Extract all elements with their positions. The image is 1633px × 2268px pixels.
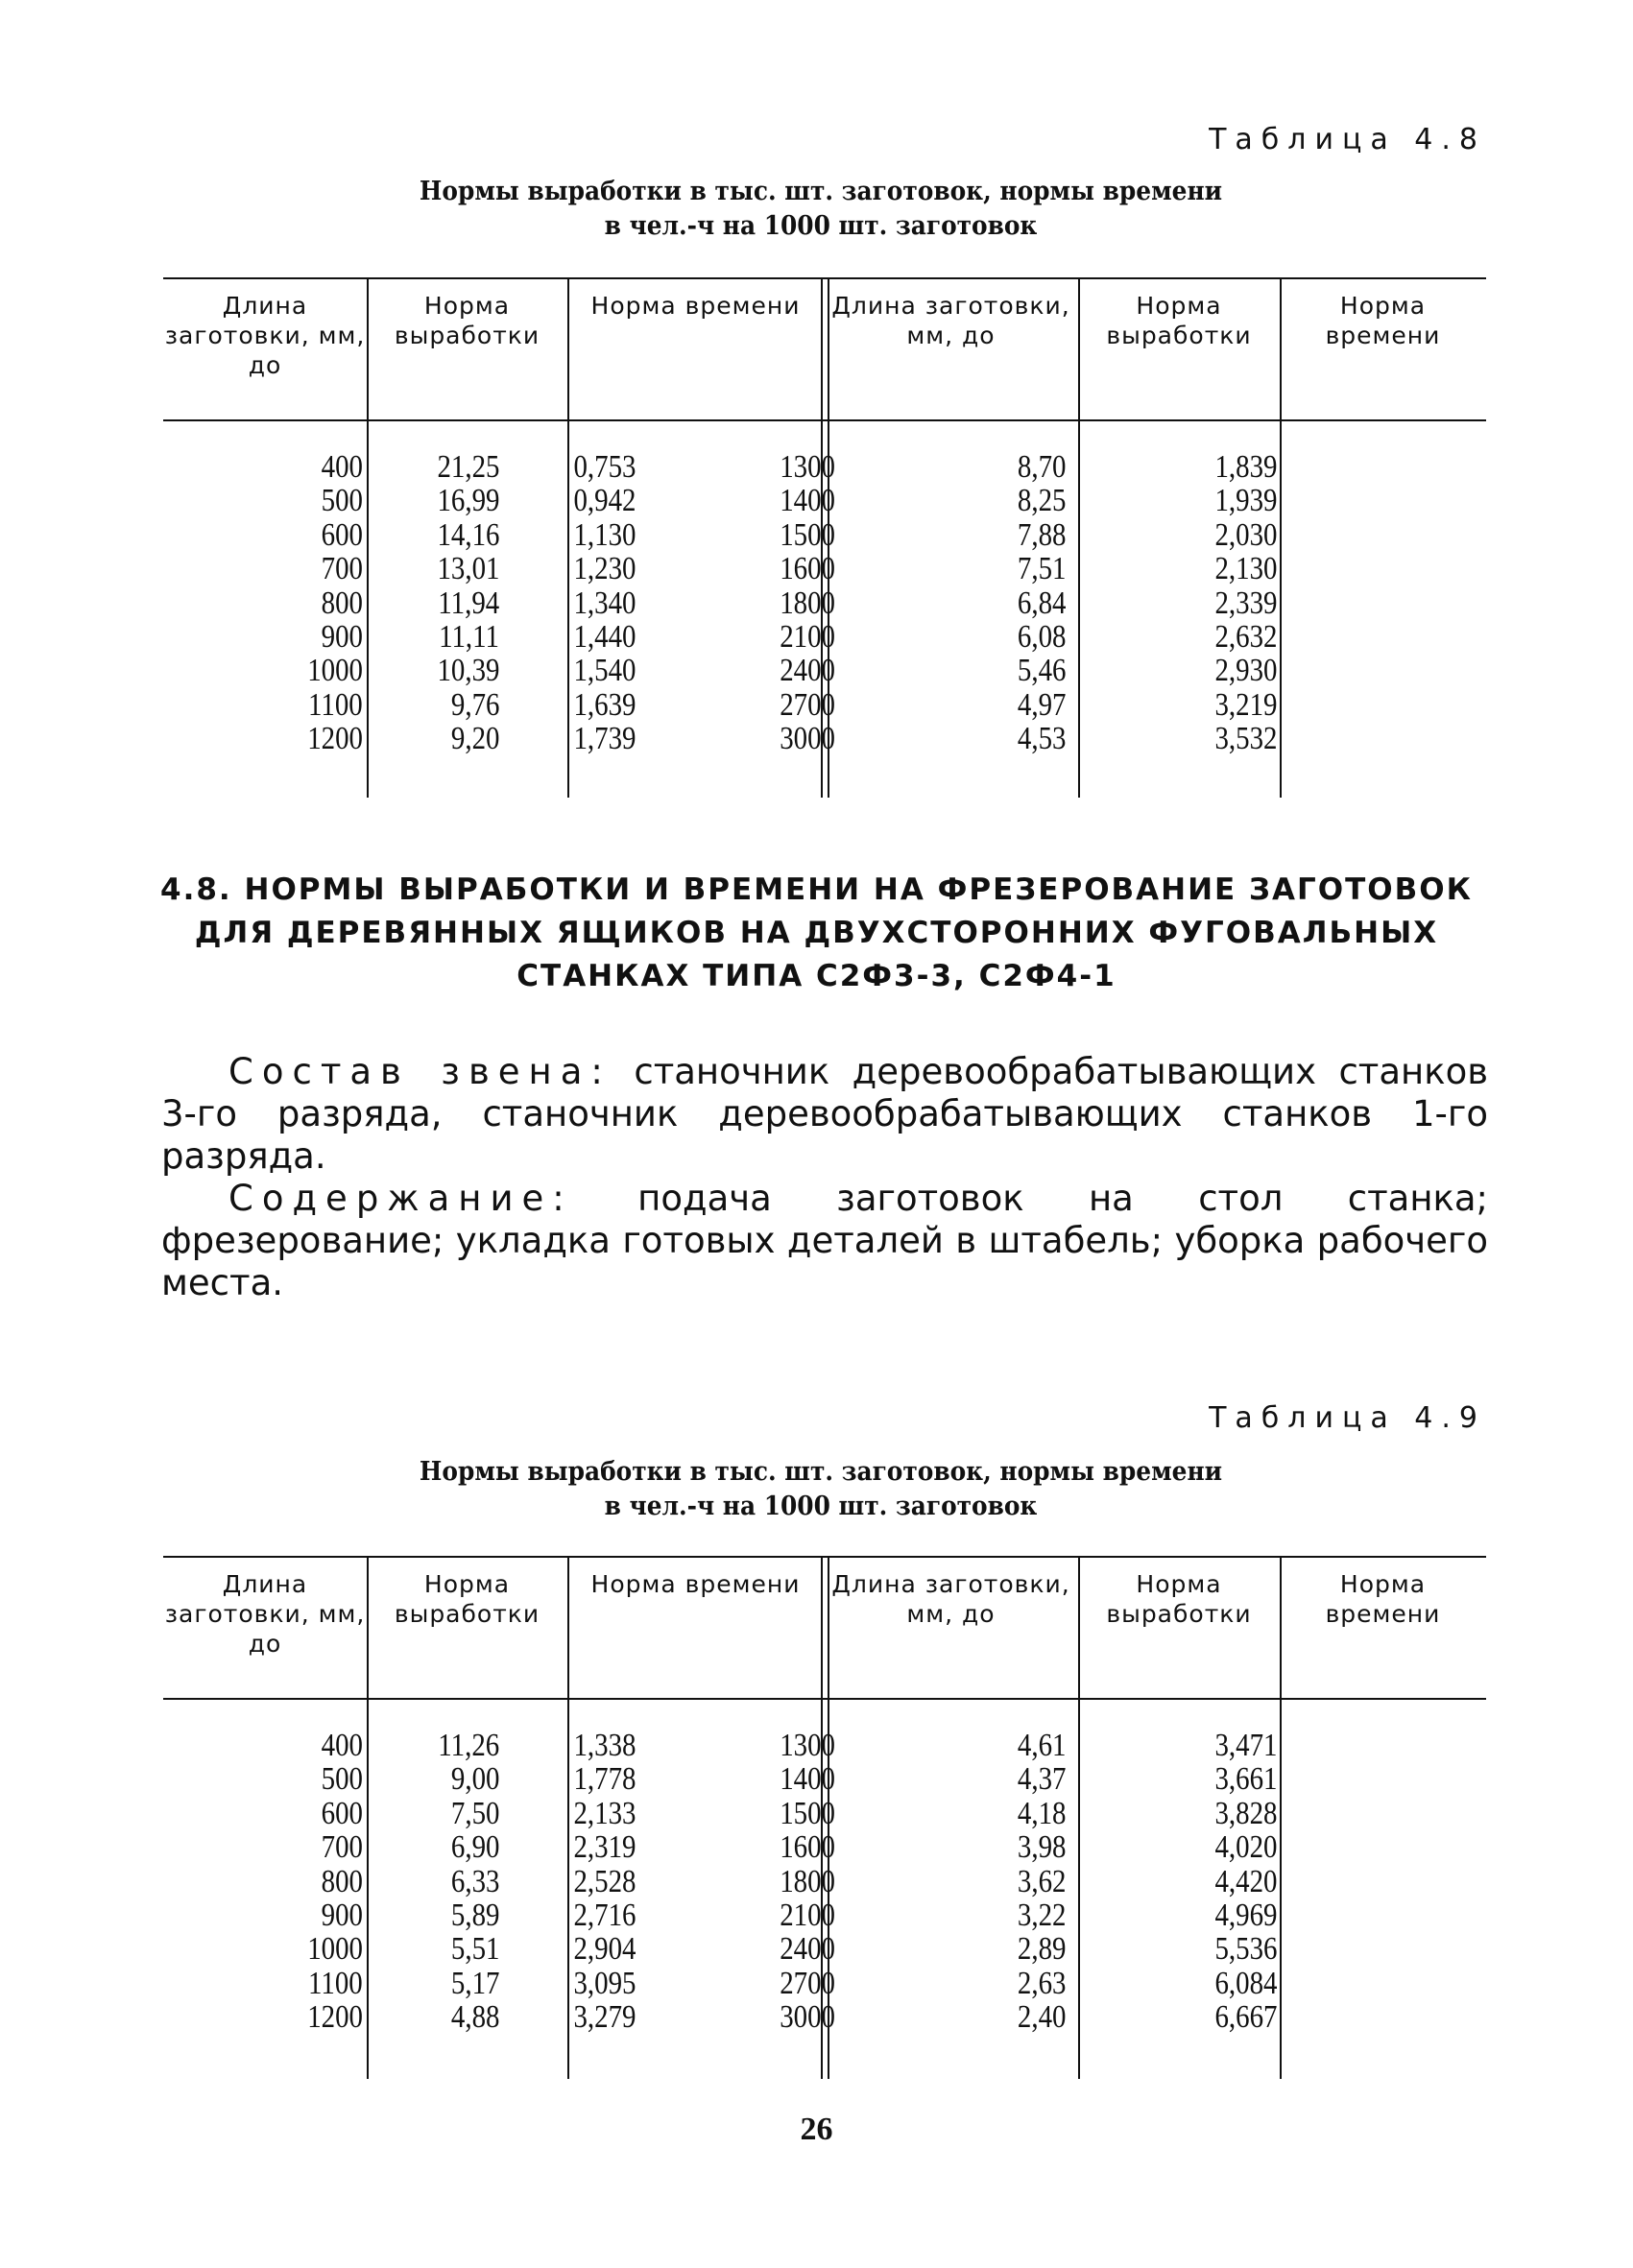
table-cell: 2100 [780,619,835,655]
table-cell: 16,99 [436,483,499,519]
table-cell: 9,00 [450,1761,499,1798]
column-header: Длина заготовки, мм, до [164,1570,366,1658]
table-cell: 3,22 [1017,1898,1066,1933]
table-cell: 6,08 [1017,619,1066,655]
table-cell: 2,632 [1213,619,1277,655]
table-cell: 4,18 [1017,1795,1066,1831]
table-cell: 3,471 [1213,1728,1277,1763]
table-cell: 4,97 [1017,686,1066,723]
column-divider [1078,277,1080,798]
table-cell: 1000 [307,653,363,689]
table-cell: 3,661 [1213,1761,1277,1798]
table-cell: 1800 [780,1863,835,1899]
content-paragraph [161,1178,1488,1304]
column-header: Норма выработки [1106,292,1252,349]
table-title-line: Нормы выработки в тыс. шт. заготовок, нормы времени [419,177,1223,206]
heading-line: СТАНКАХ ТИПА С2Ф3-3, С2Ф4-1 [516,959,1117,993]
table-cell: 400 [321,449,363,485]
table-cell: 800 [321,1863,363,1899]
table-title [65,1455,1575,1524]
page-number: 26 [800,2112,833,2147]
table-cell: 1600 [780,1829,835,1866]
table-cell: 3,828 [1213,1795,1277,1831]
table-cell: 600 [321,516,363,553]
table-cell: 6,084 [1213,1965,1277,2001]
table-cell: 2,89 [1017,1931,1066,1968]
table-cell: 1,839 [1213,449,1277,485]
column-header: Норма времени [1325,1570,1441,1628]
column-divider [1280,1556,1282,2079]
table-cell: 800 [321,585,363,621]
table-cell: 1100 [308,686,363,723]
table-cell: 1,639 [572,686,636,723]
table-cell: 2,319 [572,1829,636,1866]
table-cell: 7,50 [450,1795,499,1831]
table-cell: 1800 [780,585,835,621]
table-cell: 13,01 [436,551,499,587]
table-cell: 3,62 [1017,1863,1066,1899]
column-header: Норма выработки [394,1570,540,1628]
table-cell: 1,338 [572,1728,636,1763]
table-cell: 1300 [780,1728,835,1763]
table-cell: 1400 [780,483,835,519]
table-cell: 1,778 [572,1761,636,1798]
table-4-9 [163,1556,1486,2079]
table-cell: 2,133 [572,1795,636,1831]
table-cell: 2,930 [1213,653,1277,689]
table-cell: 14,16 [436,516,499,553]
table-cell: 2,528 [572,1863,636,1899]
table-title [65,175,1575,244]
table-cell: 1200 [307,1999,363,2036]
column-header: Длина заготовки, мм, до [831,292,1070,349]
table-cell: 1500 [780,1795,835,1831]
table-top-rule [163,1556,1486,1558]
table-cell: 11,94 [438,585,499,621]
table-title-line: Нормы выработки в тыс. шт. заготовок, нормы времени [419,1457,1223,1487]
table-cell: 3000 [780,1999,835,2036]
table-cell: 1,230 [572,551,636,587]
table-cell: 5,536 [1213,1931,1277,1968]
table-cell: 4,88 [450,1999,499,2036]
column-header: Норма времени [590,1570,801,1598]
table-cell: 0,942 [572,483,636,519]
column-header: Норма времени [590,292,801,320]
table-cell: 2400 [780,1931,835,1968]
column-header: Норма выработки [394,292,540,349]
table-cell: 3,98 [1017,1829,1066,1866]
table-cell: 500 [321,483,363,519]
header-bottom-rule [163,1698,1486,1700]
table-cell: 3,219 [1213,686,1277,723]
table-cell: 8,25 [1017,483,1066,519]
table-cell: 5,17 [450,1965,499,2001]
crew-label: Состав звена: [228,1051,612,1092]
column-divider [1280,277,1282,798]
table-cell: 7,51 [1017,551,1066,587]
content-text: подача заготовок на стол станка; фрезерование; укладка готовых деталей в штабель; уборка рабочего места. [161,1178,1488,1303]
table-cell: 4,61 [1017,1728,1066,1763]
table-label: Таблица 4.9 [1209,1401,1486,1435]
table-cell: 2100 [780,1898,835,1933]
section-heading [0,869,1633,998]
table-cell: 1,739 [572,721,636,757]
table-cell: 1,130 [572,516,636,553]
column-divider [567,1556,569,2079]
table-cell: 7,88 [1017,516,1066,553]
table-cell: 1100 [308,1965,363,2001]
table-cell: 2,716 [572,1898,636,1933]
column-divider [367,1556,369,2079]
table-cell: 3000 [780,721,835,757]
table-cell: 3,532 [1213,721,1277,757]
column-divider [1078,1556,1080,2079]
table-cell: 9,20 [450,721,499,757]
table-cell: 4,020 [1213,1829,1277,1866]
table-label: Таблица 4.8 [1209,123,1486,156]
table-cell: 3,279 [572,1999,636,2036]
table-cell: 1400 [780,1761,835,1798]
table-cell: 2,63 [1017,1965,1066,2001]
table-cell: 2,030 [1213,516,1277,553]
table-cell: 2700 [780,686,835,723]
table-cell: 1600 [780,551,835,587]
table-title-line: в чел.-ч на 1000 шт. заготовок [604,1492,1038,1521]
heading-line: ДЛЯ ДЕРЕВЯННЫХ ЯЩИКОВ НА ДВУХСТОРОННИХ ФУГОВАЛЬНЫХ [194,916,1439,950]
content-label: Содержание: [228,1178,573,1219]
table-cell: 900 [321,619,363,655]
table-cell: 700 [321,551,363,587]
table-cell: 6,84 [1017,585,1066,621]
heading-line: 4.8. НОРМЫ ВЫРАБОТКИ И ВРЕМЕНИ НА ФРЕЗЕРОВАНИЕ ЗАГОТОВОК [160,872,1473,907]
table-cell: 1200 [307,721,363,757]
table-cell: 2,130 [1213,551,1277,587]
table-top-rule [163,277,1486,279]
table-4-8 [163,277,1486,798]
table-title-line: в чел.-ч на 1000 шт. заготовок [604,211,1038,241]
table-cell: 1300 [780,449,835,485]
table-cell: 500 [321,1761,363,1798]
table-cell: 21,25 [436,449,499,485]
table-cell: 1000 [307,1931,363,1968]
header-bottom-rule [163,419,1486,421]
table-cell: 4,420 [1213,1863,1277,1899]
column-divider [567,277,569,798]
table-cell: 2,904 [572,1931,636,1968]
column-header: Норма времени [1325,292,1441,349]
table-cell: 0,753 [572,449,636,485]
table-cell: 600 [321,1795,363,1831]
table-cell: 4,53 [1017,721,1066,757]
table-cell: 3,095 [572,1965,636,2001]
crew-paragraph [161,1051,1488,1178]
table-cell: 1,939 [1213,483,1277,519]
table-cell: 4,37 [1017,1761,1066,1798]
column-header: Длина заготовки, мм, до [164,292,366,379]
table-cell: 6,667 [1213,1999,1277,2036]
table-cell: 2,339 [1213,585,1277,621]
table-cell: 2400 [780,653,835,689]
table-cell: 11,11 [439,619,499,655]
table-cell: 5,51 [450,1931,499,1968]
crew-text: станочник деревообрабатывающих станков 3-го разряда, станочник деревообрабатывающих станков 1-го разряда. [161,1051,1489,1177]
table-cell: 8,70 [1017,449,1066,485]
table-cell: 2700 [780,1965,835,2001]
column-header: Длина заготовки, мм, до [831,1570,1070,1628]
table-cell: 1,340 [572,585,636,621]
table-cell: 9,76 [450,686,499,723]
table-cell: 2,40 [1017,1999,1066,2036]
table-cell: 5,46 [1017,653,1066,689]
table-cell: 700 [321,1829,363,1866]
table-cell: 4,969 [1213,1898,1277,1933]
column-header: Норма выработки [1106,1570,1252,1628]
column-divider [367,277,369,798]
table-cell: 1500 [780,516,835,553]
table-cell: 400 [321,1728,363,1763]
table-cell: 6,33 [450,1863,499,1899]
table-cell: 900 [321,1898,363,1933]
table-cell: 1,440 [572,619,636,655]
table-cell: 10,39 [436,653,499,689]
table-cell: 6,90 [450,1829,499,1866]
table-cell: 11,26 [438,1728,499,1763]
table-cell: 5,89 [450,1898,499,1933]
table-cell: 1,540 [572,653,636,689]
